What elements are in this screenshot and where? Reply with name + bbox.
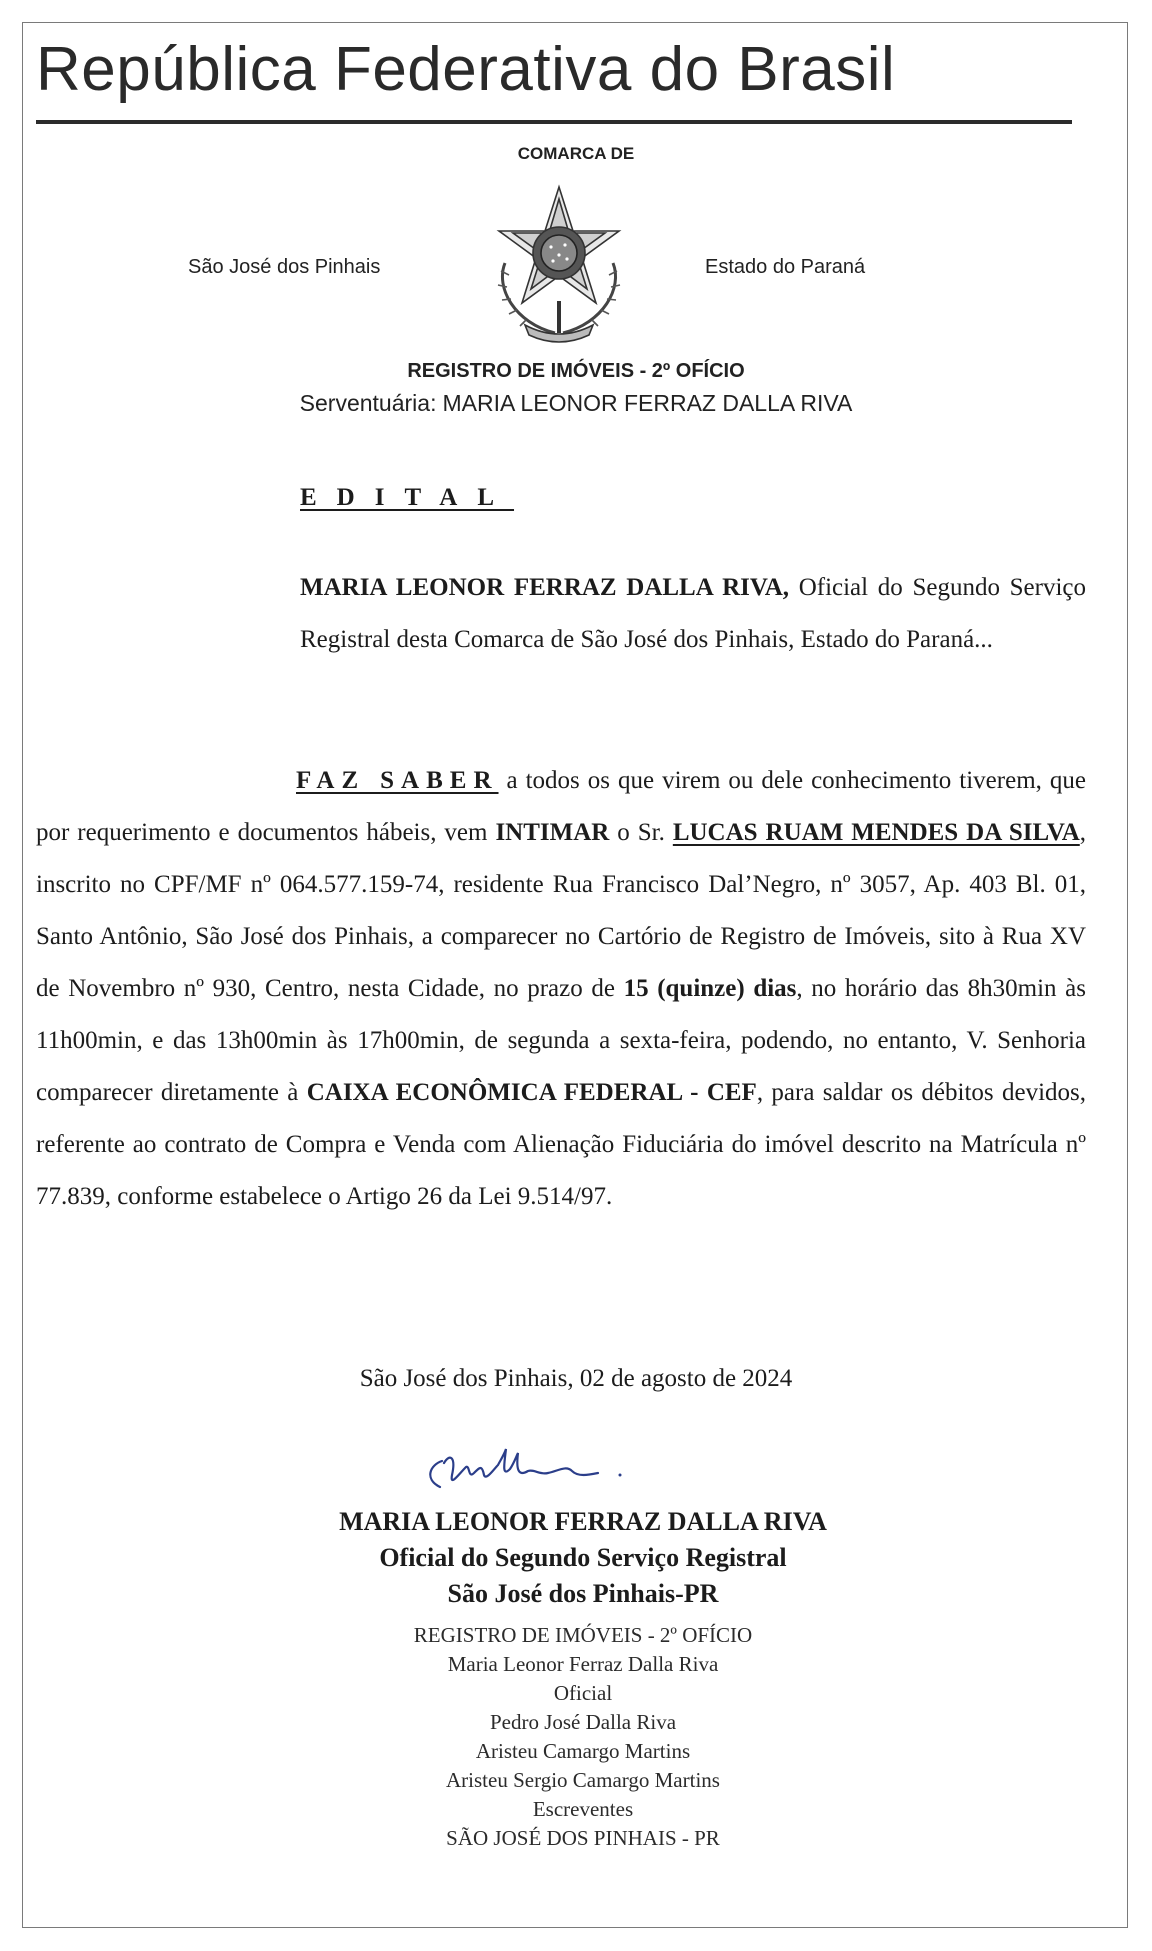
intro-text: Oficial do Segundo Serviço Registral desta Comarca de São José dos Pinhais, Estado do Paraná... bbox=[300, 574, 1087, 653]
comarca-label: COMARCA DE bbox=[517, 144, 635, 163]
deadline: 15 (quinze) dias bbox=[623, 975, 797, 1002]
bank-name: CAIXA ECONÔMICA FEDERAL - CEF bbox=[306, 1079, 757, 1106]
signatory-role: Oficial do Segundo Serviço Registral bbox=[379, 1543, 787, 1572]
city-label: São José dos Pinhais bbox=[188, 256, 381, 278]
registry-stamp bbox=[0, 1621, 1152, 1853]
stamp-line: Escreventes bbox=[532, 1797, 634, 1821]
intro-paragraph bbox=[300, 562, 1086, 666]
intimar-word: INTIMAR bbox=[495, 819, 610, 846]
faz-saber: FAZ SABER bbox=[296, 767, 499, 794]
signatory-name: MARIA LEONOR FERRAZ DALLA RIVA bbox=[339, 1507, 827, 1536]
stamp-line: Oficial bbox=[553, 1681, 613, 1705]
state-label: Estado do Paraná bbox=[705, 256, 866, 278]
notice-text-2: o Sr. bbox=[609, 819, 673, 846]
serventuaria-name: MARIA LEONOR FERRAZ DALLA RIVA bbox=[442, 390, 853, 416]
person-name: LUCAS RUAM MENDES DA SILVA bbox=[672, 819, 1080, 846]
stamp-line: REGISTRO DE IMÓVEIS - 2º OFÍCIO bbox=[413, 1623, 753, 1647]
stamp-line: Aristeu Camargo Martins bbox=[475, 1739, 691, 1763]
stamp-line: SÃO JOSÉ DOS PINHAIS - PR bbox=[446, 1826, 720, 1850]
stamp-line: Pedro José Dalla Riva bbox=[489, 1710, 677, 1734]
signature-block bbox=[0, 1504, 1152, 1612]
title-rule bbox=[36, 120, 1072, 124]
signature-icon bbox=[410, 1435, 640, 1505]
registry-heading: REGISTRO DE IMÓVEIS - 2º OFÍCIO bbox=[407, 360, 745, 382]
official-name: MARIA LEONOR FERRAZ DALLA RIVA, bbox=[300, 574, 790, 601]
notice-text-3: , inscrito no CPF/MF nº 064.577.159-74, residente Rua Francisco Dal’Negro, nº 3057, Ap. 403 Bl. 01, Santo Antônio, São José dos Pinhais, a comparecer no Cartório de Registro de Imóveis, sito à Rua XV de Novembro nº 930, Centro, nesta Cidade, no prazo de bbox=[36, 819, 1087, 1002]
signatory-place: São José dos Pinhais-PR bbox=[447, 1579, 719, 1608]
edital-heading: EDITAL bbox=[300, 484, 515, 511]
coat-of-arms-icon bbox=[485, 183, 633, 345]
stamp-line: Aristeu Sergio Camargo Martins bbox=[446, 1768, 720, 1792]
serventuaria-line bbox=[0, 390, 1152, 417]
date-line: São José dos Pinhais, 02 de agosto de 2024 bbox=[359, 1365, 793, 1392]
notice-text-1: a todos os que virem ou dele conhecimento tiverem, que por requerimento e documentos hábeis, vem bbox=[36, 767, 1086, 846]
notice-text-4: , no horário das 8h30min às 11h00min, e das 13h00min às 17h00min, de segunda a sexta-feira, podendo, no entanto, V. Senhoria comparecer diretamente à bbox=[36, 975, 1086, 1106]
notice-paragraph bbox=[36, 755, 1086, 1223]
document-title: República Federativa do Brasil bbox=[36, 35, 896, 104]
stamp-line: Maria Leonor Ferraz Dalla Riva bbox=[447, 1652, 719, 1676]
serventuaria-label: Serventuária: bbox=[299, 390, 437, 416]
notice-text-5: , para saldar os débitos devidos, referente ao contrato de Compra e Venda com Alienação Fiduciária do imóvel descrito na Matrícula nº 77.839, conforme estabelece o Artigo 26 da Lei 9.514/97. bbox=[36, 1079, 1086, 1210]
